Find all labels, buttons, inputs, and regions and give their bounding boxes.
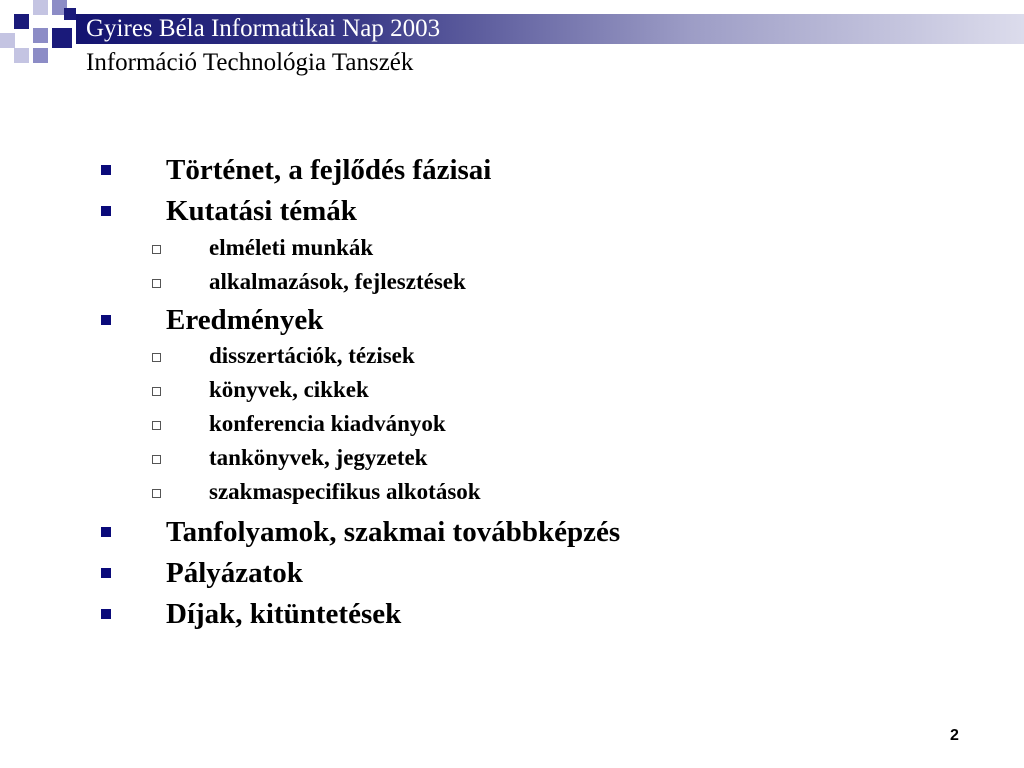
bullet-hollow-square-icon bbox=[152, 245, 161, 254]
list-item: Kutatási témák bbox=[166, 195, 357, 227]
bullet-square-icon bbox=[101, 206, 111, 216]
list-item: Díjak, kitüntetések bbox=[166, 598, 402, 630]
list-item: Tanfolyamok, szakmai továbbképzés bbox=[166, 516, 621, 548]
bullet-square-icon bbox=[101, 527, 111, 537]
bullet-square-icon bbox=[101, 609, 111, 619]
list-item: Pályázatok bbox=[166, 557, 303, 589]
list-item: Történet, a fejlődés fázisai bbox=[166, 154, 492, 186]
bullet-square-icon bbox=[101, 165, 111, 175]
list-item: könyvek, cikkek bbox=[209, 377, 369, 402]
list-item: alkalmazások, fejlesztések bbox=[209, 269, 466, 294]
page-number: 2 bbox=[950, 727, 959, 744]
bullet-square-icon bbox=[101, 315, 111, 325]
list-item: disszertációk, tézisek bbox=[209, 343, 415, 368]
list-item: Eredmények bbox=[166, 304, 324, 336]
bullet-square-icon bbox=[101, 568, 111, 578]
bullet-hollow-square-icon bbox=[152, 353, 161, 362]
list-item: tankönyvek, jegyzetek bbox=[209, 445, 428, 470]
bullet-hollow-square-icon bbox=[152, 279, 161, 288]
bullet-hollow-square-icon bbox=[152, 455, 161, 464]
list-item: elméleti munkák bbox=[209, 235, 374, 260]
list-item: szakmaspecifikus alkotások bbox=[209, 479, 481, 504]
slide-subtitle: Információ Technológia Tanszék bbox=[86, 49, 414, 76]
bullet-hollow-square-icon bbox=[152, 387, 161, 396]
list-item: konferencia kiadványok bbox=[209, 411, 446, 436]
bullet-hollow-square-icon bbox=[152, 489, 161, 498]
bullet-hollow-square-icon bbox=[152, 421, 161, 430]
slide-title: Gyires Béla Informatikai Nap 2003 bbox=[86, 15, 441, 42]
